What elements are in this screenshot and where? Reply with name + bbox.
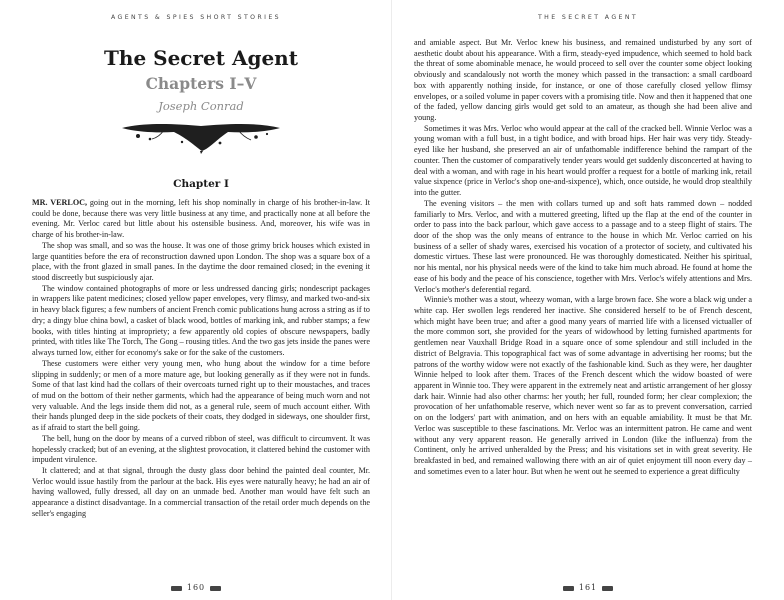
right-body-text <box>414 38 752 477</box>
page-number: 160 <box>186 583 206 592</box>
paragraph: These customers were either very young men, who hung about the window for a time before slipping in suddenly; or men of a more mature age, but looking generally as if they were not in funds. Some of that last kind had the collars of their overcoats turned right up to their moustaches, and traces of mud on the bottom of their nether garments, which had the appearance of being much worn and not very valuable. And the legs inside them did not, as a general rule, seem of much account either. With their hands plunged deep in the side pockets of their coats, they dodged in sideways, one shoulder first, as if afraid to start the bell going. <box>32 358 370 433</box>
chapter-heading: Chapter I <box>173 178 229 190</box>
folio-ornament-icon <box>602 586 613 591</box>
paragraph: The shop was small, and so was the house. It was one of those grimy brick houses which existed in large quantities before the era of reconstruction dawned upon London. The shop was a square box of a place, with the front glazed in small panes. In the daytime the door remained closed; in the evening it stood discreetly but suspiciously ajar. <box>32 240 370 283</box>
right-page <box>392 0 784 600</box>
folio-ornament-icon <box>171 586 182 591</box>
paragraph: and amiable aspect. But Mr. Verloc knew his business, and remained undisturbed by any sort of aesthetic doubt about his appearance. With a firm, steady-eyed impudence, which seemed to hold back the threat of some abominable menace, he would proceed to sell over the counter some object looking obviously and scandalously not worth the money which passed in the transaction: a small cardboard box with apparently nothing inside, for instance, or one of those carefully closed yellow flimsy envelopes, or a soiled volume in paper covers with a promising title. Now and then it happened that one of the faded, yellow dancing girls would get sold to an amateur, as though she had been alive and young. <box>414 38 752 123</box>
paragraph <box>32 198 370 241</box>
title-block <box>32 46 370 154</box>
first-paragraph-text: going out in the morning, left his shop nominally in charge of his brother-in-law. It could be done, because there was very little business at any time, and practically none at all before the evening. Mr. Verloc cared but little about his ostensible business. And, moreover, his wife was in charge of his brother-in-law. <box>32 198 371 240</box>
ink-splash-ornament-icon <box>116 120 286 154</box>
folio-ornament-icon <box>563 586 574 591</box>
lead-in: MR. VERLOC, <box>32 198 88 207</box>
left-running-head: AGENTS & SPIES SHORT STORIES <box>111 14 281 21</box>
author-name: Joseph Conrad <box>158 99 244 113</box>
paragraph: The evening visitors – the men with collars turned up and soft hats rammed down – nodded familiarly to Mrs. Verloc, and with a muttered greeting, lifted up the flap at the end of the counter in order to pass into the back parlour, which gave access to a passage and to a steep flight of stairs. The door of the shop was the only means of entrance to the house in which Mr. Verloc carried on his business of a seller of shady wares, exercised his vocation of a protector of society, and cultivated his domestic virtues. These last were pronounced. He was thoroughly domesticated. Neither his spiritual, nor his mental, nor his physical needs were of the kind to take him much abroad. He found at home the ease of his body and the peace of his conscience, together with Mrs. Verloc's wifely attentions and Mrs. Verloc's mother's deferential regard. <box>414 198 752 294</box>
right-running-head: THE SECRET AGENT <box>537 14 639 21</box>
chapters-subtitle: Chapters I–V <box>145 74 257 93</box>
left-folio <box>0 583 392 592</box>
paragraph: Sometimes it was Mrs. Verloc who would appear at the call of the cracked bell. Winnie Verloc was a young woman with a full bust, in a tight bodice, and with broad hips. Her hair was very tidy. Steady-eyed like her husband, she preserved an air of unfathomable indifference behind the rampart of the counter. Then the customer of comparatively tender years would get suddenly disconcerted at having to deal with a woman, and with rage in his heart would proffer a request for a bottle of marking ink, retail value sixpence (price in Verloc's shop one-and-sixpence), which, once outside, he would drop stealthily into the gutter. <box>414 123 752 198</box>
paragraph: Winnie's mother was a stout, wheezy woman, with a large brown face. She wore a black wig under a white cap. Her swollen legs rendered her inactive. She considered herself to be of French descent, which might have been true; and after a good many years of married life with a licensed victualler of the more common sort, she provided for the years of widowhood by letting furnished apartments for gentlemen near Vauxhall Bridge Road in a square once of some splendour and still included in the district of Belgravia. This topographical fact was of some advantage in advertising her rooms; but the patrons of the worthy widow were not exactly of the fashionable kind. Such as they were, her daughter Winnie helped to look after them. Traces of the French descent which the widow boasted of were apparent in Winnie too. They were apparent in the extremely neat and artistic arrangement of her glossy dark hair. Winnie had also other charms: her youth; her full, rounded form; her clear complexion; the provocation of her unfathomable reserve, which never went so far as to prevent conversation, carried on on the lodgers' part with animation, and on hers with an equable amiability. It must be that Mr. Verloc was susceptible to these fascinations. Mr. Verloc was an intermittent patron. He came and went without any very apparent reason. He generally arrived in London (like the influenza) from the Continent, only he arrived unheralded by the Press; and his visitations set in with great severity. He breakfasted in bed, and remained wallowing there with an air of quiet enjoyment till noon every day – and sometimes even to a later hour. But when he went out he seemed to experience a great difficulty <box>414 295 752 476</box>
paragraph: The window contained photographs of more or less undressed dancing girls; nondescript packages in wrappers like patent medicines; closed yellow paper envelopes, very flimsy, and marked two-and-six in heavy black figures; a few numbers of ancient French comic publications hung across a string as if to dry; a dingy blue china bowl, a casket of black wood, bottles of marking ink, and rubber stamps; a few books, with titles hinting at impropriety; a few apparently old copies of obscure newspapers, badly printed, with titles like The Torch, The Gong – rousing titles. And the two gas jets inside the panes were always turned low, either for economy's sake or for the sake of the customers. <box>32 283 370 358</box>
paragraph: It clattered; and at that signal, through the dusty glass door behind the painted deal counter, Mr. Verloc would issue hastily from the parlour at the back. His eyes were naturally heavy; he had an air of having wallowed, fully dressed, all day on an unmade bed. Another man would have felt such an appearance a distinct disadvantage. In a commercial transaction of the retail order much depends on the seller's engaging <box>32 465 370 518</box>
folio-ornament-icon <box>210 586 221 591</box>
right-folio <box>392 583 784 592</box>
page-number: 161 <box>578 583 598 592</box>
left-body-text <box>32 198 370 520</box>
book-title: The Secret Agent <box>104 46 298 70</box>
paragraph: The bell, hung on the door by means of a curved ribbon of steel, was difficult to circumvent. It was hopelessly cracked; but of an evening, at the slightest provocation, it clattered behind the customer with impudent virulence. <box>32 433 370 465</box>
